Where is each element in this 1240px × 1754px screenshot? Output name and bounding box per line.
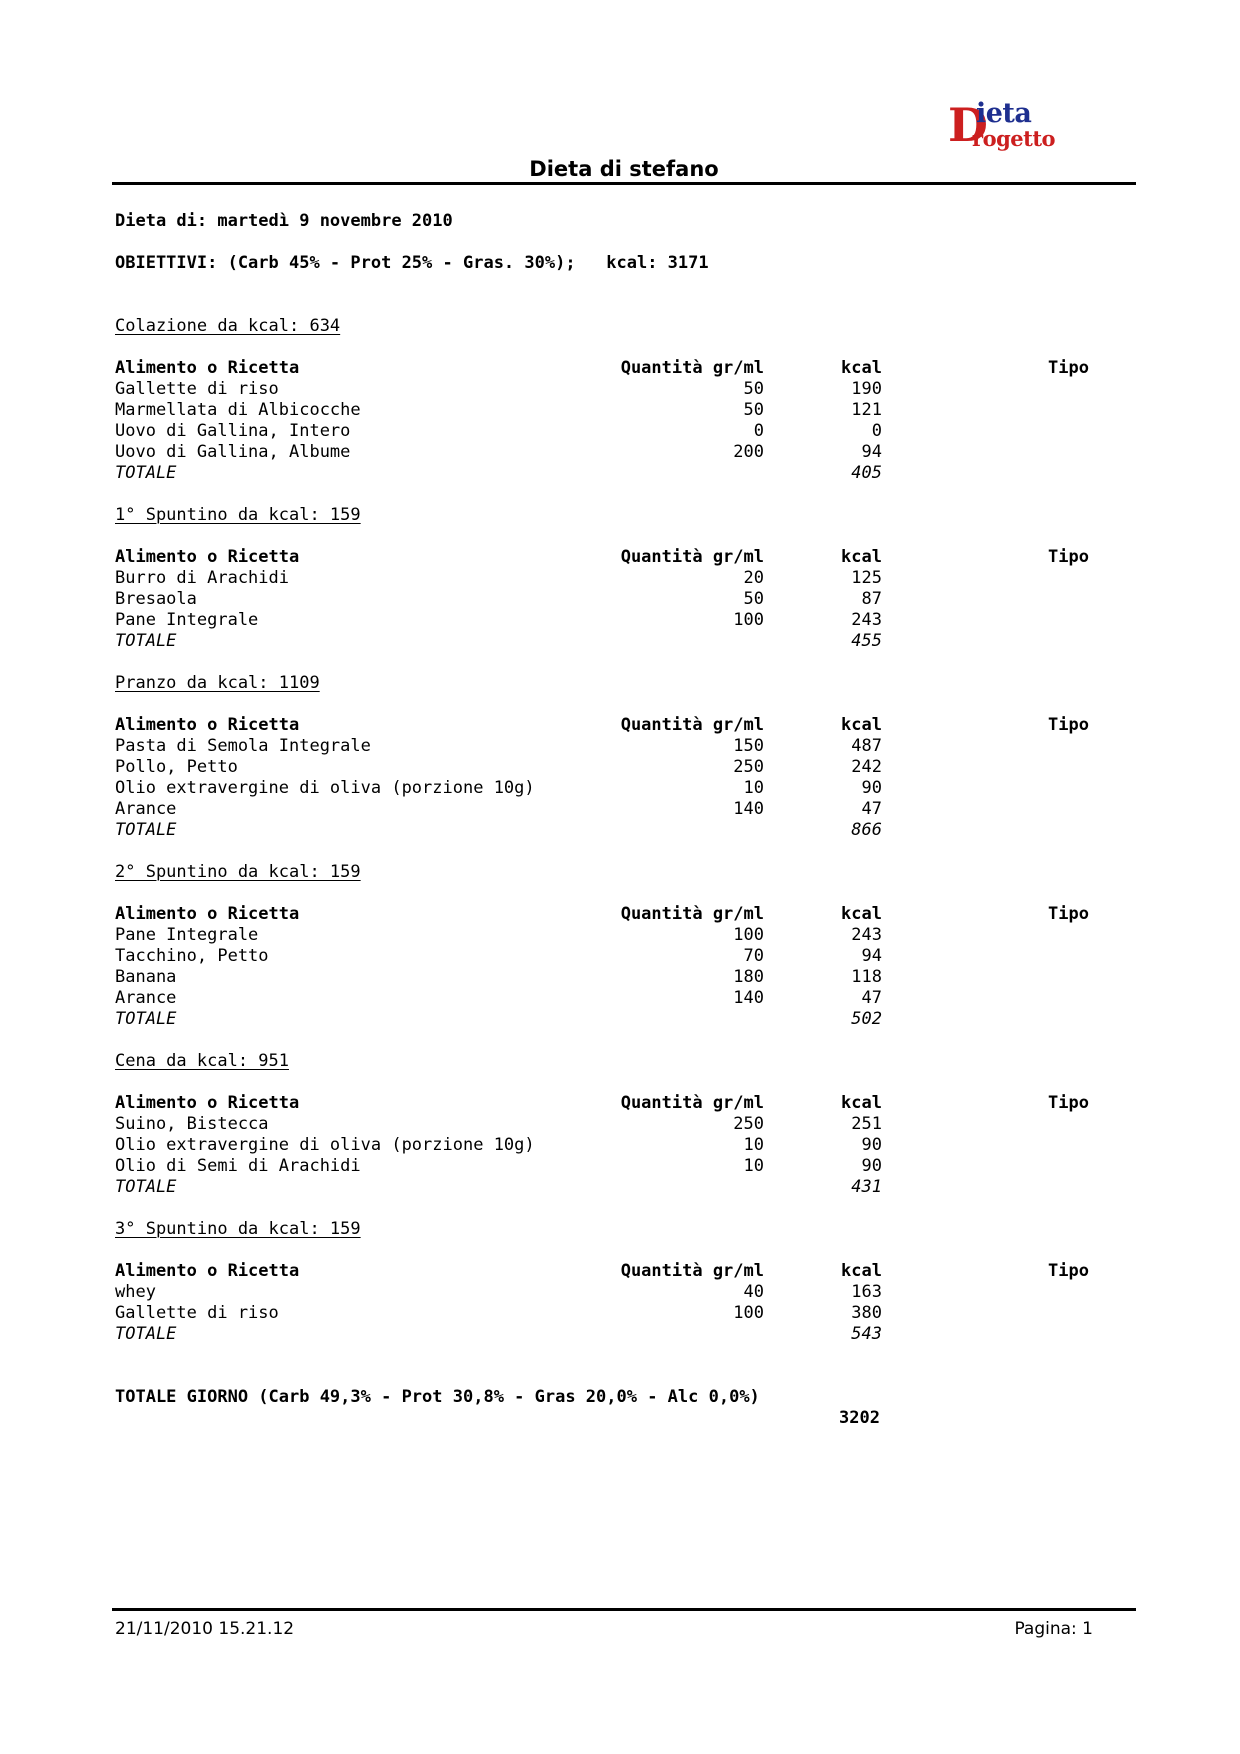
food-qty: 50 (743, 589, 764, 609)
spacer (115, 1345, 1115, 1366)
meals-list (115, 316, 1115, 1366)
logo-progetto: rogetto (972, 126, 1056, 151)
food-name: Pollo, Petto (115, 757, 238, 777)
table-row (115, 1135, 1115, 1156)
meal-title-line (115, 1219, 1115, 1240)
meal-section (115, 673, 1115, 862)
meal-total-row (115, 1009, 1115, 1030)
table-row (115, 736, 1115, 757)
table-header-row (115, 1261, 1115, 1282)
document-title: Dieta di stefano (529, 157, 719, 181)
food-name: Tacchino, Petto (115, 946, 269, 966)
food-name: Burro di Arachidi (115, 568, 289, 588)
food-qty: 20 (743, 568, 764, 588)
food-qty: 140 (733, 799, 764, 819)
meal-title-line (115, 505, 1115, 526)
spacer (115, 1198, 1115, 1219)
day-total-kcal: 3202 (839, 1408, 880, 1428)
meal-section (115, 316, 1115, 505)
food-name: Pane Integrale (115, 925, 259, 945)
table-header-row (115, 547, 1115, 568)
food-kcal: 47 (861, 988, 882, 1008)
food-name: Gallette di riso (115, 1303, 279, 1323)
table-row (115, 610, 1115, 631)
header-name: Alimento o Ricetta (115, 715, 300, 735)
food-kcal: 87 (861, 589, 882, 609)
food-kcal: 94 (861, 442, 882, 462)
meal-section (115, 1051, 1115, 1219)
food-name: Pasta di Semola Integrale (115, 736, 371, 756)
food-name: whey (115, 1282, 156, 1302)
table-row (115, 799, 1115, 820)
total-label: TOTALE (115, 463, 177, 483)
meal-title-line (115, 862, 1115, 883)
meal-title: 2° Spuntino da kcal: 159 (115, 862, 361, 882)
table-row (115, 1303, 1115, 1324)
header-qty: Quantità gr/ml (620, 547, 764, 567)
food-qty: 70 (743, 946, 764, 966)
header-name: Alimento o Ricetta (115, 1093, 300, 1113)
header-qty: Quantità gr/ml (620, 904, 764, 924)
day-total-label: TOTALE GIORNO (Carb 49,3% - Prot 30,8% - Gras 20,0% - Alc 0,0%) (115, 1387, 760, 1407)
food-qty: 40 (743, 1282, 764, 1302)
food-kcal: 243 (851, 610, 882, 630)
food-qty: 250 (733, 757, 764, 777)
food-name: Bresaola (115, 589, 197, 609)
header-kcal: kcal (841, 358, 882, 378)
food-kcal: 90 (861, 1135, 882, 1155)
total-kcal: 866 (851, 820, 882, 840)
food-kcal: 125 (851, 568, 882, 588)
table-header-row (115, 358, 1115, 379)
diet-content (115, 211, 1115, 1428)
meal-title-line (115, 316, 1115, 337)
food-qty: 50 (743, 379, 764, 399)
meal-total-row (115, 463, 1115, 484)
food-kcal: 243 (851, 925, 882, 945)
food-kcal: 242 (851, 757, 882, 777)
table-row (115, 925, 1115, 946)
meal-title: Pranzo da kcal: 1109 (115, 673, 320, 693)
spacer (115, 484, 1115, 505)
table-row (115, 1114, 1115, 1135)
diet-date: Dieta di: martedì 9 novembre 2010 (115, 211, 453, 231)
food-name: Olio extravergine di oliva (porzione 10g) (115, 1135, 535, 1155)
food-qty: 200 (733, 442, 764, 462)
header-kcal: kcal (841, 547, 882, 567)
header-kcal: kcal (841, 1093, 882, 1113)
meal-section (115, 862, 1115, 1051)
spacer (115, 1072, 1115, 1093)
food-name: Gallette di riso (115, 379, 279, 399)
table-row (115, 967, 1115, 988)
food-kcal: 487 (851, 736, 882, 756)
food-kcal: 0 (871, 421, 882, 441)
food-qty: 100 (733, 610, 764, 630)
spacer (115, 841, 1115, 862)
header-qty: Quantità gr/ml (620, 1093, 764, 1113)
header-tipo: Tipo (1048, 358, 1089, 378)
spacer (115, 526, 1115, 547)
food-qty: 100 (733, 1303, 764, 1323)
meal-section (115, 505, 1115, 673)
header-qty: Quantità gr/ml (620, 1261, 764, 1281)
food-name: Banana (115, 967, 177, 987)
footer-rule (112, 1608, 1136, 1611)
header-qty: Quantità gr/ml (620, 715, 764, 735)
food-qty: 140 (733, 988, 764, 1008)
day-total-row (115, 1366, 1115, 1428)
total-label: TOTALE (115, 820, 177, 840)
table-row (115, 1282, 1115, 1303)
header-tipo: Tipo (1048, 547, 1089, 567)
table-row (115, 988, 1115, 1009)
spacer (115, 337, 1115, 358)
table-row (115, 1156, 1115, 1177)
food-name: Pane Integrale (115, 610, 259, 630)
food-kcal: 380 (851, 1303, 882, 1323)
food-name: Olio di Semi di Arachidi (115, 1156, 361, 1176)
food-kcal: 190 (851, 379, 882, 399)
food-name: Marmellata di Albicocche (115, 400, 361, 420)
header-name: Alimento o Ricetta (115, 904, 300, 924)
page-number: Pagina: 1 (1014, 1619, 1093, 1639)
food-name: Uovo di Gallina, Intero (115, 421, 351, 441)
meal-title-line (115, 1051, 1115, 1072)
header-tipo: Tipo (1048, 715, 1089, 735)
table-row (115, 568, 1115, 589)
objectives: OBIETTIVI: (Carb 45% - Prot 25% - Gras. 30%); kcal: 3171 (115, 253, 709, 273)
meal-total-row (115, 1177, 1115, 1198)
table-row (115, 589, 1115, 610)
spacer (115, 652, 1115, 673)
food-name: Olio extravergine di oliva (porzione 10g) (115, 778, 535, 798)
print-timestamp: 21/11/2010 15.21.12 (115, 1619, 295, 1639)
logo-dieta: ieta (976, 98, 1032, 129)
total-kcal: 431 (851, 1177, 882, 1197)
total-kcal: 455 (851, 631, 882, 651)
food-kcal: 94 (861, 946, 882, 966)
food-qty: 10 (743, 1135, 764, 1155)
header-name: Alimento o Ricetta (115, 358, 300, 378)
table-row (115, 778, 1115, 799)
meal-title: 3° Spuntino da kcal: 159 (115, 1219, 361, 1239)
food-kcal: 118 (851, 967, 882, 987)
meal-title-line (115, 673, 1115, 694)
header-qty: Quantità gr/ml (620, 358, 764, 378)
total-label: TOTALE (115, 1177, 177, 1197)
food-qty: 250 (733, 1114, 764, 1134)
header-kcal: kcal (841, 715, 882, 735)
food-qty: 180 (733, 967, 764, 987)
spacer (115, 694, 1115, 715)
total-kcal: 405 (851, 463, 882, 483)
food-name: Arance (115, 988, 177, 1008)
spacer (115, 1030, 1115, 1051)
food-kcal: 90 (861, 778, 882, 798)
food-name: Suino, Bistecca (115, 1114, 269, 1134)
food-name: Arance (115, 799, 177, 819)
food-kcal: 47 (861, 799, 882, 819)
table-row (115, 946, 1115, 967)
food-qty: 10 (743, 778, 764, 798)
header-kcal: kcal (841, 1261, 882, 1281)
food-qty: 0 (753, 421, 764, 441)
spacer (115, 883, 1115, 904)
total-label: TOTALE (115, 1324, 177, 1344)
table-row (115, 442, 1115, 463)
meal-title: 1° Spuntino da kcal: 159 (115, 505, 361, 525)
table-header-row (115, 1093, 1115, 1114)
table-header-row (115, 904, 1115, 925)
table-row (115, 379, 1115, 400)
header-tipo: Tipo (1048, 904, 1089, 924)
header-tipo: Tipo (1048, 1261, 1089, 1281)
meal-total-row (115, 1324, 1115, 1345)
total-label: TOTALE (115, 631, 177, 651)
table-row (115, 757, 1115, 778)
header-name: Alimento o Ricetta (115, 1261, 300, 1281)
food-kcal: 90 (861, 1156, 882, 1176)
header-name: Alimento o Ricetta (115, 547, 300, 567)
food-qty: 50 (743, 400, 764, 420)
meal-total-row (115, 820, 1115, 841)
meal-title: Cena da kcal: 951 (115, 1051, 289, 1071)
total-kcal: 543 (851, 1324, 882, 1344)
food-kcal: 121 (851, 400, 882, 420)
food-qty: 100 (733, 925, 764, 945)
meal-title: Colazione da kcal: 634 (115, 316, 341, 336)
meal-section (115, 1219, 1115, 1366)
header-rule (112, 182, 1136, 185)
table-header-row (115, 715, 1115, 736)
food-kcal: 251 (851, 1114, 882, 1134)
table-row (115, 400, 1115, 421)
food-qty: 150 (733, 736, 764, 756)
logo-letter-d: D (948, 98, 988, 152)
meal-total-row (115, 631, 1115, 652)
header-tipo: Tipo (1048, 1093, 1089, 1113)
header-kcal: kcal (841, 904, 882, 924)
food-kcal: 163 (851, 1282, 882, 1302)
dieta-progetto-logo (948, 98, 1082, 156)
total-label: TOTALE (115, 1009, 177, 1029)
total-kcal: 502 (851, 1009, 882, 1029)
food-qty: 10 (743, 1156, 764, 1176)
spacer (115, 1240, 1115, 1261)
food-name: Uovo di Gallina, Albume (115, 442, 351, 462)
table-row (115, 421, 1115, 442)
